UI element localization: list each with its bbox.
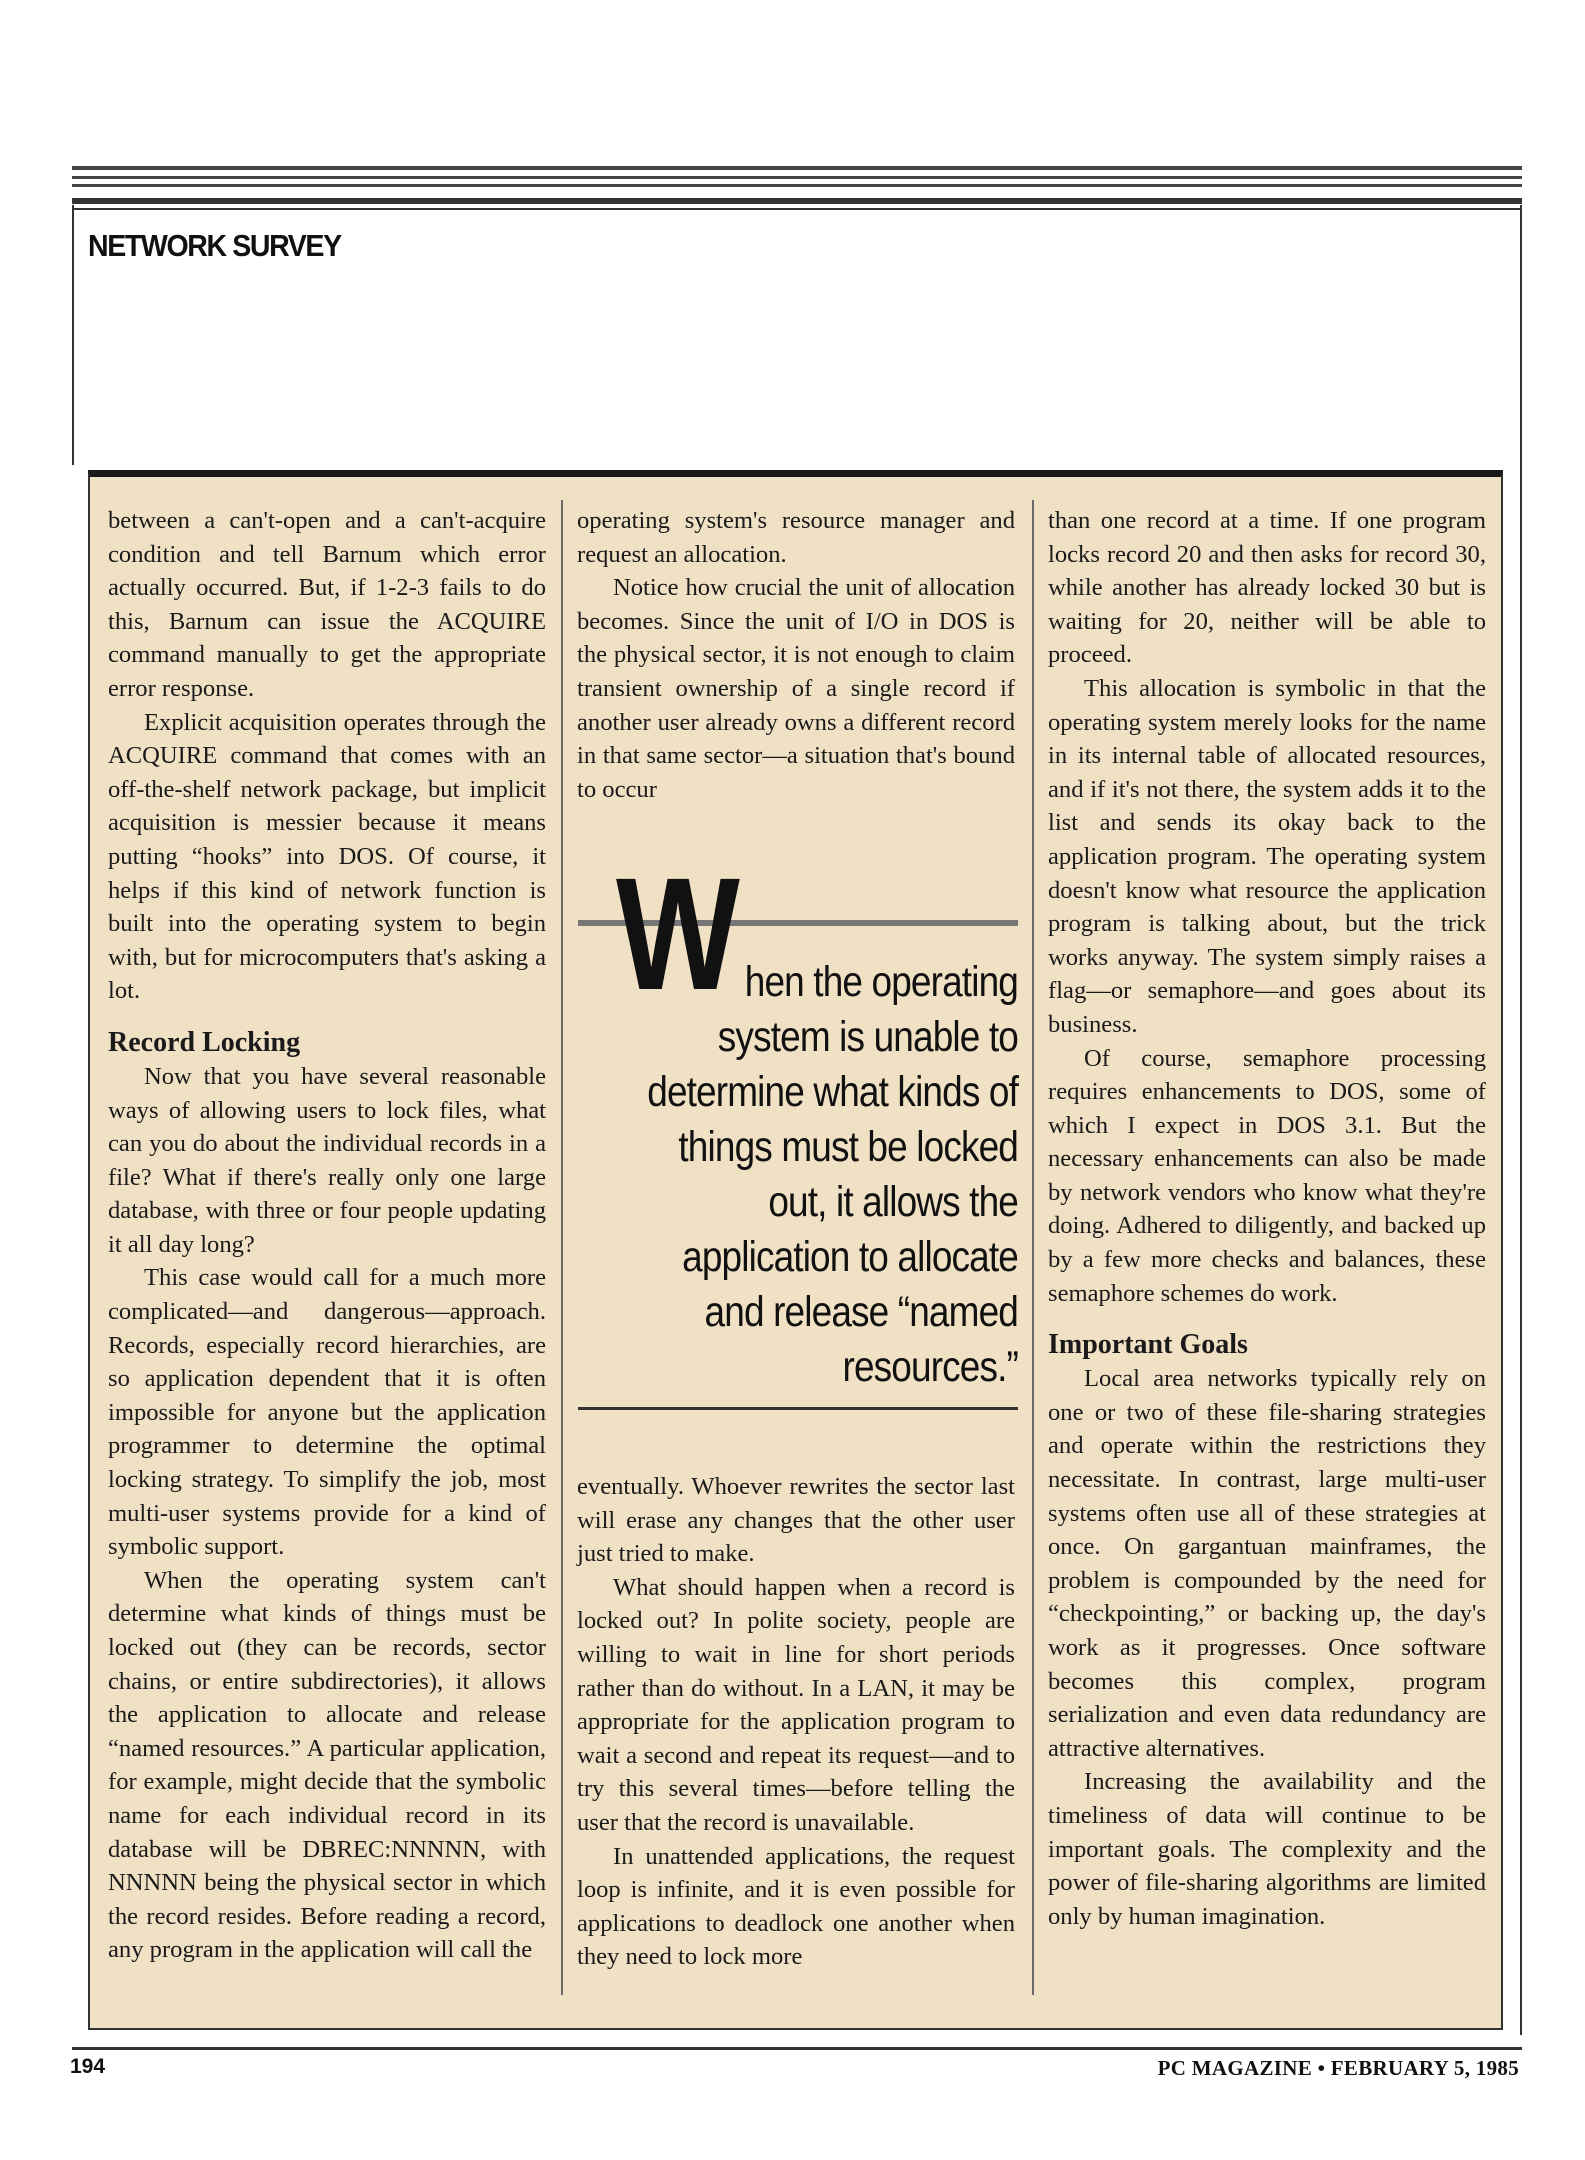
- column-1: [108, 504, 546, 1967]
- paragraph: Now that you have several reasonable ways of allowing users to lock files, what can you do about the individual records in a file? What if there's really only one large database, with three or four people updating it all day long?: [108, 1062, 546, 1258]
- paragraph: Local area networks typically rely on one or two of these file-sharing strategies and operate within the restrictions they necessitate. In contrast, large multi-user systems often use all of these strategies at once. On gargantuan mainframes, the problem is compounded by the need for “checkpointing,” or backing up, the day's work as it progresses. Once software becomes this complex, program serialization and even data redundancy are attractive alternatives.: [1048, 1365, 1486, 1762]
- paragraph: Explicit acquisition operates through the ACQUIRE command that comes with an off-the-shelf network package, but implicit acquisition is messier because it means putting “hooks” into DOS. Of course, it helps if this kind of network function is built into the operating system to begin with, but for microcomputers that's asking a lot.: [108, 708, 546, 1005]
- paragraph: operating system's resource manager and request an allocation.: [577, 507, 1015, 568]
- paragraph: Notice how crucial the unit of allocation becomes. Since the unit of I/O in DOS is the physical sector, it is not enough to claim transient ownership of a single record if another user already owns a different record in that same sector—a situation that's bound to occur: [577, 574, 1015, 803]
- section-heading: Record Locking: [108, 1026, 301, 1058]
- publication-line: PC MAGAZINE • FEBRUARY 5, 1985: [1157, 2056, 1519, 2080]
- paragraph: This case would call for a much more complicated—and dangerous—approach. Records, especially record hierarchies, are so application dependent that it is often impossible for anyone but the application programmer to determine the optimal locking strategy. To simplify the job, most multi-user systems provide for a kind of symbolic support.: [108, 1264, 546, 1561]
- column-2-bottom: [577, 1470, 1015, 1974]
- paragraph: Increasing the availability and the timeliness of data will continue to be important goals. The complexity and the power of file-sharing algorithms are limited only by human imagination.: [1048, 1768, 1486, 1930]
- footer-rule: [72, 2047, 1522, 2050]
- pull-quote-text: hen the operating system is unable to determine what kinds of things must be locked out, it allows the application to allocate and release “named resources.”: [647, 958, 1018, 1391]
- column-3: [1048, 504, 1486, 1933]
- paragraph: than one record at a time. If one program locks record 20 and then asks for record 30, while another has already locked 30 but is waiting for 20, neither will be able to proceed.: [1048, 507, 1486, 669]
- pull-quote: [578, 844, 1018, 1410]
- top-rule-5: [72, 208, 1522, 210]
- top-rule-1: [72, 166, 1522, 170]
- frame-right: [1520, 205, 1522, 2035]
- paragraph: between a can't-open and a can't-acquire condition and tell Barnum which error actually occurred. But, if 1-2-3 fails to do this, Barnum can issue the ACQUIRE command manually to get the appropriate error response.: [108, 507, 546, 702]
- pull-quote-bottom-rule: [578, 1407, 1018, 1410]
- top-rule-4: [72, 198, 1522, 204]
- column-divider-2: [1032, 500, 1034, 1995]
- paragraph: Of course, semaphore processing requires enhancements to DOS, some of which I expect in DOS 3.1. But the necessary enhancements can also be made by network vendors who know what they're doing. Adhered to diligently, and backed up by a few more checks and balances, these semaphore schemes do work.: [1048, 1044, 1486, 1307]
- pull-quote-drop-cap: W: [616, 844, 740, 1023]
- column-2-top: [577, 504, 1015, 806]
- top-rule-3: [72, 184, 1522, 187]
- paragraph: In unattended applications, the request loop is infinite, and it is even possible for applications to deadlock one another when they need to lock more: [577, 1842, 1015, 1971]
- paragraph: eventually. Whoever rewrites the sector last will erase any changes that the other user just tried to make.: [577, 1473, 1015, 1568]
- paragraph: When the operating system can't determine what kinds of things must be locked out (they can be records, sector chains, or entire subdirectories), it allows the application to allocate and release “named resources.” A particular application, for example, might decide that the symbolic name for each individual record in its database will be DBREC:NNNNN, with NNNNN being the physical sector in which the record resides. Before reading a record, any program in the application will call the: [108, 1566, 546, 1964]
- section-label: NETWORK SURVEY: [88, 228, 341, 263]
- paragraph: What should happen when a record is locked out? In polite society, people are willing to wait in line for short periods rather than do without. In a LAN, it may be appropriate for the application program to wait a second and repeat its request—and to try this several times—before telling the user that the record is unavailable.: [577, 1573, 1015, 1836]
- top-rule-2: [72, 176, 1522, 179]
- section-heading: Important Goals: [1048, 1329, 1248, 1361]
- frame-left: [72, 205, 74, 465]
- paragraph: This allocation is symbolic in that the operating system merely looks for the name in its internal table of allocated resources, and if it's not there, the system adds it to the list and sends its okay back to the application program. The operating system doesn't know what resource the application program is talking about, but the trick works anyway. The system simply raises a flag—or semaphore—and goes about its business.: [1048, 674, 1486, 1038]
- column-divider-1: [561, 500, 563, 1995]
- page-number: 194: [70, 2055, 106, 2078]
